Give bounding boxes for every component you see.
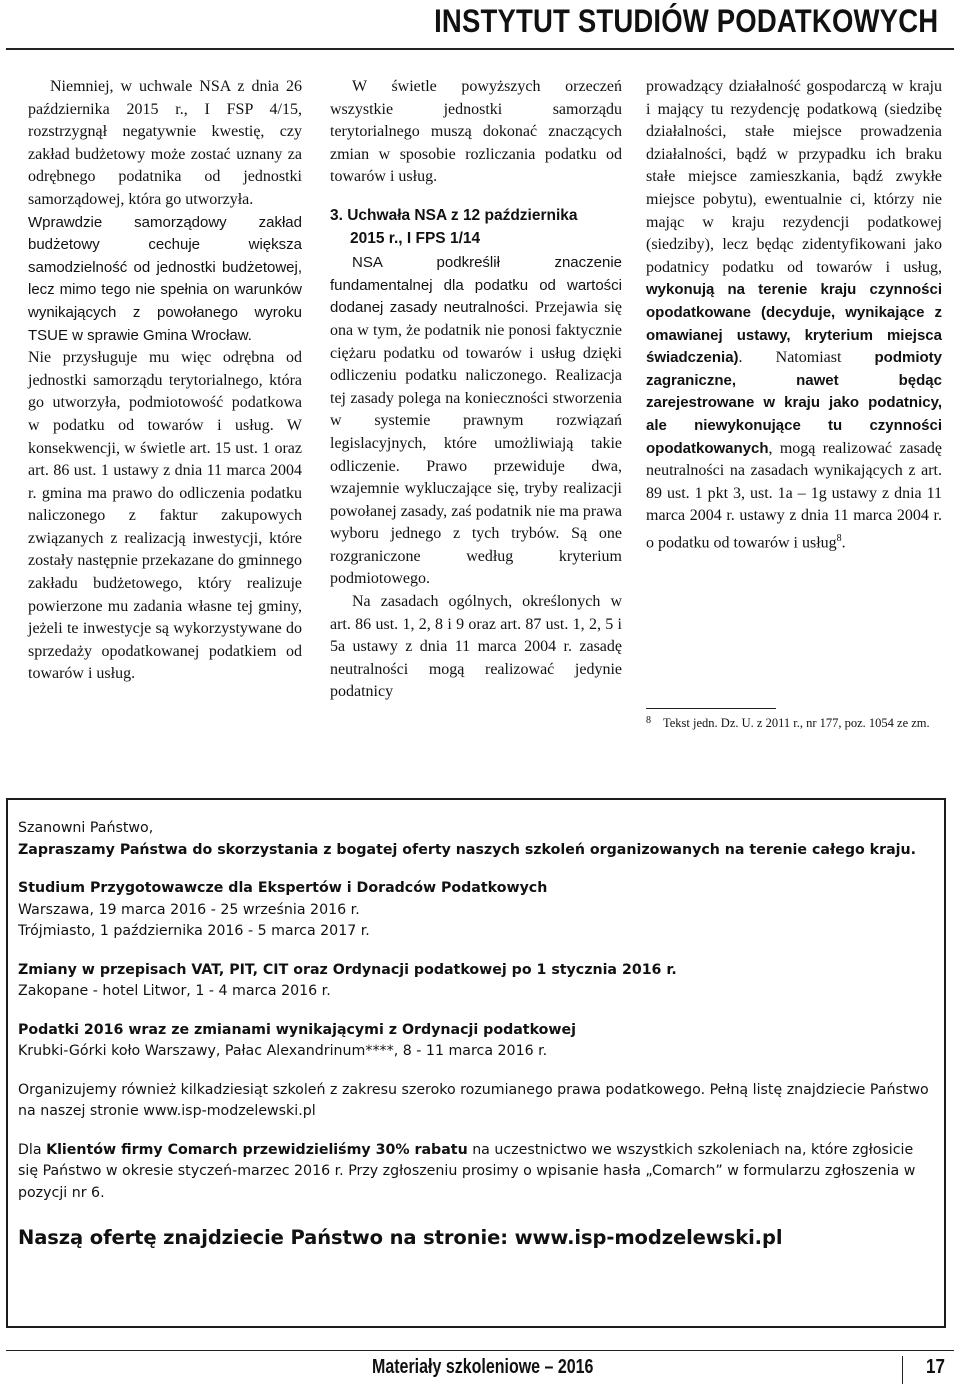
column-3 [646, 76, 942, 555]
section-heading-3 [330, 205, 622, 250]
promo-more-courses: Organizujemy również kilkadziesiąt szkoleń z zakresu szeroko rozumianego prawa podatkowego. Pełną listę znajdziecie Państwo na naszej stronie www.isp-modzelewski.pl [18, 1081, 929, 1119]
footer-rule [6, 1350, 954, 1351]
col2-paragraph-2 [330, 252, 622, 591]
promo-closing: Naszą ofertę znajdziecie Państwo na stronie: www.isp-modzelewski.pl [18, 1226, 783, 1249]
footer-separator [902, 1356, 903, 1384]
col2-paragraph-2-b: Przejawia się ona w tym, że podatnik nie ponosi faktycznie ciężaru podatku od towarów i usług dzięki odliczeniu podatku naliczonego. Realizacja tej zasady polega na konieczności stworzenia w systemie prawnym rozwiązań legislacyjnych, które umożliwiają takie odliczenie. Prawo przewiduje dwa, wzajemnie wykluczające się, tryby realizacji powołanej zasady, zaś podatnik nie ma prawa wyboru jednego z tych trybów. Są one rozgraniczone według kryterium podmiotowego. [330, 299, 623, 588]
header-rule [6, 48, 954, 50]
footnote-text: Tekst jedn. Dz. U. z 2011 r., nr 177, poz. 1054 ze zm. [663, 716, 930, 730]
discount-details: na uczestnictwo we wszystkich szkoleniach na, które zgłosicie się Państwo w okresie styczeń-marzec 2016 r. Przy zgłoszeniu prosimy o wpisanie hasła „Comarch” w formularzu zgłoszenia w pozycji nr 6. [18, 1141, 916, 1201]
column-2 [330, 76, 622, 704]
col3-text-4: . [841, 534, 846, 552]
col1-paragraph-2: Wprawdzie samorządowy zakład budżetowy cechuje większa samodzielność od jednostki budżetowej, lecz mimo tego nie spełnia on warunków wynikających z powołanego wyroku TSUE w sprawie Gmina Wrocław. [28, 213, 302, 344]
promo-greeting: Szanowni Państwo, [18, 820, 154, 836]
course-1-line-2: Trójmiasto, 1 października 2016 - 5 marca 2017 r. [18, 923, 370, 939]
section-heading-line-2: 2015 r., I FPS 1/14 [350, 229, 481, 247]
promo-invite: Zapraszamy Państwa do skorzystania z bogatej oferty naszych szkoleń organizowanych na terenie całego kraju. [18, 841, 917, 858]
footnote-reference: 8 [836, 532, 842, 544]
col3-text-3: , mogą realizować zasadę neutralności na zasadach wynikających z art. 89 ust. 1 pkt 3, ust. 1a – 1g ustawy z dnia 11 marca 2004 r. ustawy z dnia 11 marca 2004 r. o podatku od towarów i usług [646, 439, 942, 552]
col3-text-2: . Natomiast [738, 349, 842, 367]
course-2-title: Zmiany w przepisach VAT, PIT, CIT oraz Ordynacji podatkowej po 1 stycznia 2016 r. [18, 961, 677, 978]
col3-bold-1: wykonują na terenie kraju czynności opodatkowane (decyduje, wynikające z omawianej ustawy, kryterium miejsca świadczenia) [646, 281, 942, 367]
col3-text-1: prowadzący działalność gospodarczą w kraju i mający tu rezydencję podatkową (siedzibę działalności, stałe miejsce prowadzenia działalności, bądź w przypadku ich braku stałe miejsce zamieszkania, bądź zwykłe miejsce pobytu), ewentualnie ci, którzy nie mając w kraju rezydencji podatkowej (siedziby), lecz będąc zidentyfikowani jako podatnicy podatku od towarów i usług, [646, 78, 942, 276]
col2-paragraph-2-a: NSA podkreślił znaczenie fundamentalnej dla podatku od wartości dodanej zasady neutralności. [330, 254, 622, 317]
page-header [0, 0, 960, 50]
course-2-line-1: Zakopane - hotel Litwor, 1 - 4 marca 2016 r. [18, 983, 331, 999]
column-1 [28, 76, 302, 686]
promo-discount [18, 1140, 934, 1205]
footnote-rule [646, 708, 776, 709]
col3-paragraph [646, 76, 942, 555]
footer-label: Materiały szkoleniowe – 2016 [372, 1356, 594, 1378]
page-number: 17 [926, 1356, 945, 1378]
discount-prefix: Dla [18, 1141, 42, 1158]
col3-bold-2: podmioty zagraniczne, nawet będąc zarejestrowane w kraju jako podatnicy, ale niewykonujące tu czynności opodatkowanych [646, 349, 942, 457]
col2-paragraph-1: W świetle powyższych orzeczeń wszystkie jednostki samorządu terytorialnego muszą dokonać znaczących zmian w sposobie rozliczania podatku od towarów i usług. [330, 78, 622, 186]
col2-paragraph-4: Na zasadach ogólnych, określonych w art. 86 ust. 1, 2, 8 i 9 oraz art. 87 ust. 1, 2, 5 i 5a ustawy z dnia 11 marca 2004 r. zasadę neutralności mogą realizować jedynie podatnicy [330, 593, 622, 701]
course-3-line-1: Krubki-Górki koło Warszawy, Pałac Alexandrinum****, 8 - 11 marca 2016 r. [18, 1043, 548, 1059]
footnote-number: 8 [646, 715, 651, 726]
course-3-title: Podatki 2016 wraz ze zmianami wynikającymi z Ordynacji podatkowej [18, 1021, 576, 1038]
training-offer-box [6, 798, 946, 1328]
course-1-line-1: Warszawa, 19 marca 2016 - 25 września 2016 r. [18, 901, 360, 918]
institute-title: INSTYTUT STUDIÓW PODATKOWYCH [433, 3, 938, 39]
course-1-title: Studium Przygotowawcze dla Ekspertów i Doradców Podatkowych [18, 880, 548, 896]
discount-highlight: Klientów firmy Comarch przewidzieliśmy 30% rabatu [46, 1141, 468, 1158]
col1-paragraph-1: Niemniej, w uchwale NSA z dnia 26 października 2015 r., I FSP 4/15, rozstrzygnął negatywnie kwestię, czy zakład budżetowy może zostać uznany za odrębnego podatnika od jednostki samorządowej, która go utworzyła. [28, 78, 302, 208]
section-heading-line-1: 3. Uchwała NSA z 12 października [330, 206, 578, 224]
footnote [646, 714, 942, 734]
col1-paragraph-3: Nie przysługuje mu więc odrębna od jednostki samorządu terytorialnego, która go utworzyła, podmiotowość podatkowa w podatku od towarów i usług. W konsekwencji, w świetle art. 15 ust. 1 oraz art. 86 ust. 1 ustawy z dnia 11 marca 2004 r. gmina ma prawo do odliczenia podatku naliczonego z faktur zakupowych związanych z realizacją inwestycji, które zostały następnie przekazane do gminnego zakładu budżetowego, który realizuje powierzone mu zadania własne tej gminy, jeżeli te inwestycje są wykorzystywane do sprzedaży opodatkowanej podatkiem od towarów i usług. [28, 349, 302, 683]
